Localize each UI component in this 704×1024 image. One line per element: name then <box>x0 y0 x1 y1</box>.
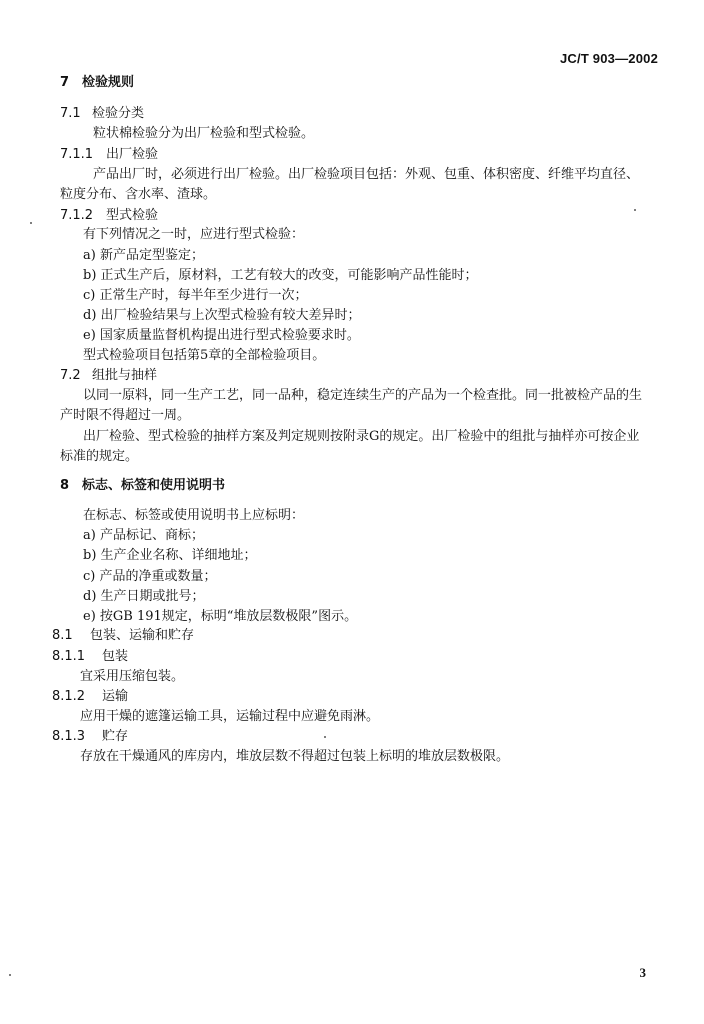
paragraph-continued: 产时限不得超过一周。 <box>60 408 191 423</box>
paragraph: 以同一原料，同一生产工艺，同一品种，稳定连续生产的产品为一个检查批。同一批被检产品的生 <box>83 388 643 403</box>
page-number: 3 <box>639 965 646 980</box>
clause-number: 7.2 <box>60 368 81 383</box>
list-item: b) 生产企业名称、详细地址； <box>83 548 257 563</box>
clause-title: 组批与抽样 <box>92 368 158 383</box>
paragraph: 有下列情况之一时，应进行型式检验： <box>83 227 305 242</box>
clause-title: 检验分类 <box>92 106 145 121</box>
section-title: 标志、标签和使用说明书 <box>82 478 226 493</box>
scan-speck <box>634 209 636 211</box>
clause-number: 7.1.1 <box>60 147 94 162</box>
clause-8-1-2-heading <box>52 689 128 705</box>
standard-code: JC/T 903—2002 <box>560 51 658 66</box>
clause-8-1-3-heading <box>52 729 128 745</box>
clause-title: 贮存 <box>102 729 129 744</box>
section-title: 检验规则 <box>82 75 135 90</box>
list-item: b) 正式生产后，原材料，工艺有较大的改变，可能影响产品性能时； <box>83 268 478 283</box>
scan-speck <box>9 974 11 976</box>
list-item: a) 新产品定型鉴定； <box>83 248 204 263</box>
clause-title: 型式检验 <box>106 208 159 223</box>
clause-7-1-1-heading <box>60 147 158 163</box>
clause-8-1-1-heading <box>52 649 128 665</box>
paragraph: 宜采用压缩包装。 <box>80 669 185 684</box>
section-number: 7 <box>60 75 70 90</box>
scan-speck <box>324 736 326 738</box>
paragraph: 存放在干燥通风的库房内，堆放层数不得超过包装上标明的堆放层数极限。 <box>80 749 510 764</box>
clause-number: 8.1.3 <box>52 729 86 744</box>
list-item: e) 按GB 191规定，标明“堆放层数极限”图示。 <box>83 609 358 624</box>
clause-title: 包装 <box>102 649 129 664</box>
list-item: a) 产品标记、商标； <box>83 528 204 543</box>
list-item: c) 正常生产时，每半年至少进行一次； <box>83 288 308 303</box>
clause-title: 包装、运输和贮存 <box>90 628 195 643</box>
clause-8-1-heading <box>52 628 194 644</box>
list-item: e) 国家质量监督机构提出进行型式检验要求时。 <box>83 328 360 343</box>
paragraph: 产品出厂时，必须进行出厂检验。出厂检验项目包括：外观、包重、体积密度、纤维平均直径、 <box>93 167 640 182</box>
clause-title: 出厂检验 <box>106 147 159 162</box>
section-number: 8 <box>60 478 70 493</box>
list-item: d) 出厂检验结果与上次型式检验有较大差异时； <box>83 308 361 323</box>
clause-number: 8.1.1 <box>52 649 86 664</box>
paragraph: 型式检验项目包括第5章的全部检验项目。 <box>83 348 326 363</box>
clause-number: 8.1 <box>52 628 73 643</box>
clause-number: 7.1.2 <box>60 208 94 223</box>
section-8-heading <box>60 478 225 494</box>
paragraph: 在标志、标签或使用说明书上应标明： <box>83 508 305 523</box>
paragraph: 出厂检验、型式检验的抽样方案及判定规则按附录G的规定。出厂检验中的组批与抽样亦可按企业 <box>83 429 640 444</box>
list-item: c) 产品的净重或数量； <box>83 569 217 584</box>
clause-7-1-heading <box>60 106 144 122</box>
paragraph-continued: 标准的规定。 <box>60 449 139 464</box>
scan-speck <box>30 222 32 224</box>
clause-title: 运输 <box>102 689 129 704</box>
section-7-heading <box>60 75 134 91</box>
clause-number: 8.1.2 <box>52 689 86 704</box>
paragraph: 粒状棉检验分为出厂检验和型式检验。 <box>93 126 315 141</box>
clause-number: 7.1 <box>60 106 81 121</box>
clause-7-2-heading <box>60 368 157 384</box>
clause-7-1-2-heading <box>60 208 158 224</box>
list-item: d) 生产日期或批号； <box>83 589 205 604</box>
paragraph-continued: 粒度分布、含水率、渣球。 <box>60 187 217 202</box>
paragraph: 应用干燥的遮篷运输工具，运输过程中应避免雨淋。 <box>80 709 380 724</box>
